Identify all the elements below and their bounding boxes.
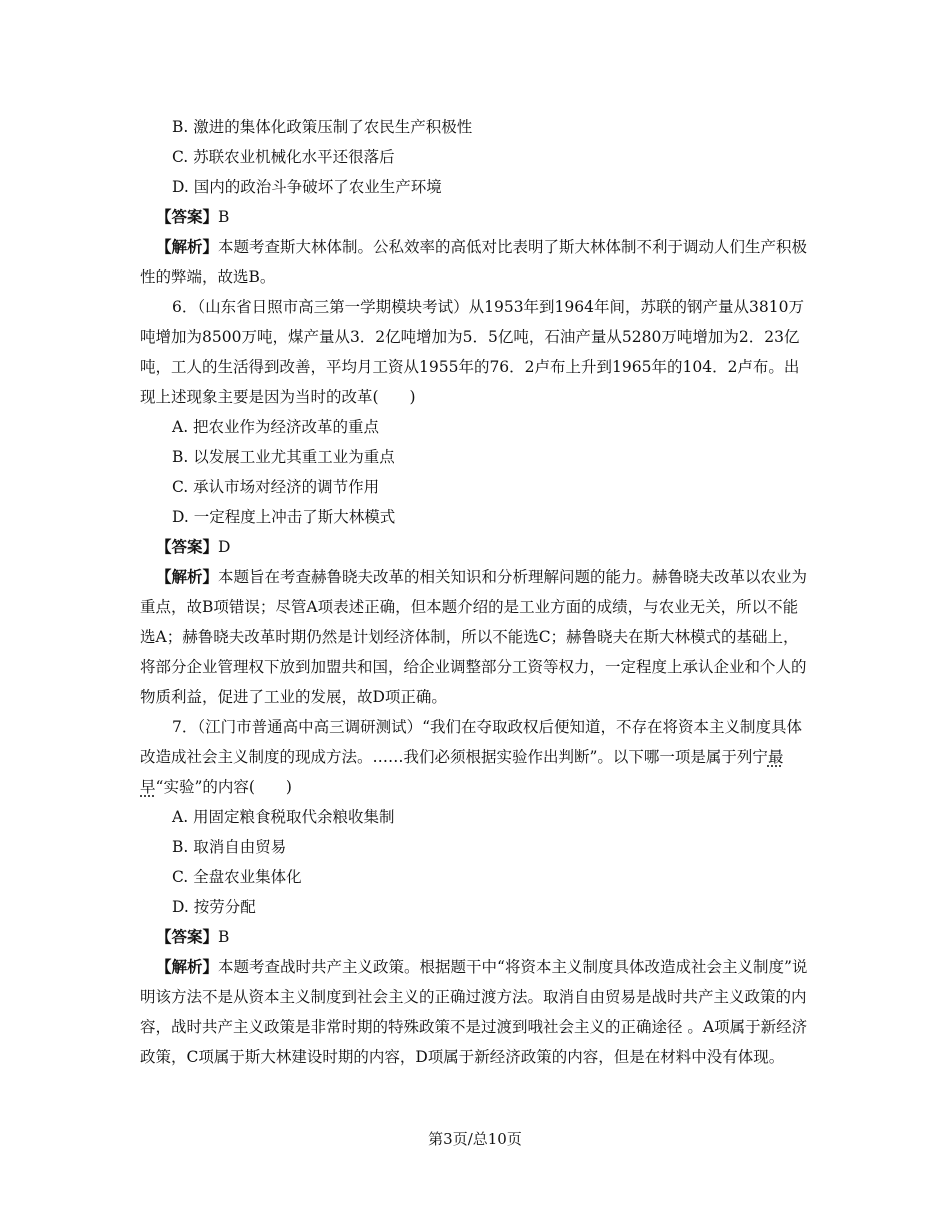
q7-stem bbox=[140, 712, 812, 802]
q6-stem: 6．（山东省日照市高三第一学期模块考试）从1953年到1964年间，苏联的钢产量从3810万吨增加为8500万吨，煤产量从3．2亿吨增加为5．5亿吨，石油产量从5280万吨增加为2．23亿吨，工人的生活得到改善，平均月工资从1955年的76．2卢布上升到1965年的104．2卢布。出现上述现象主要是因为当时的改革( ) bbox=[140, 298, 804, 406]
q7-option-b: B. 取消自由贸易 bbox=[172, 838, 287, 856]
answer-tag: 【答案】 bbox=[156, 207, 219, 226]
q6-option-c: C. 承认市场对经济的调节作用 bbox=[172, 478, 380, 496]
q5-answer bbox=[140, 202, 812, 232]
q5-option-b: B. 激进的集体化政策压制了农民生产积极性 bbox=[172, 118, 473, 136]
q7-analysis bbox=[140, 952, 812, 1072]
q7-option-d: D. 按劳分配 bbox=[172, 898, 256, 916]
q6-answer bbox=[140, 532, 812, 562]
q5-analysis bbox=[140, 232, 812, 292]
q7-stem-emphasis: 最早 bbox=[140, 748, 784, 796]
q7-stem-text: 7．（江门市普通高中高三调研测试）“我们在夺取政权后便知道，不存在将资本主义制度具体改造成社会主义制度的现成方法。……我们必须根据实验作出判断”。以下哪一项是属于列宁 bbox=[140, 718, 803, 766]
answer-value: D bbox=[218, 538, 231, 556]
analysis-tag: 【解析】 bbox=[156, 237, 219, 256]
answer-tag: 【答案】 bbox=[156, 537, 219, 556]
q7-option-c: C. 全盘农业集体化 bbox=[172, 868, 302, 886]
answer-tag: 【答案】 bbox=[156, 927, 219, 946]
q5-option-c: C. 苏联农业机械化水平还很落后 bbox=[172, 148, 395, 166]
q7-option-a: A. 用固定粮食税取代余粮收集制 bbox=[172, 808, 395, 826]
page-footer bbox=[0, 1128, 950, 1149]
q6-option-d: D. 一定程度上冲击了斯大林模式 bbox=[172, 508, 396, 526]
analysis-text: 本题考查战时共产主义政策。根据题干中“将资本主义制度具体改造成社会主义制度”说明该方法不是从资本主义制度到社会主义的正确过渡方法。取消自由贸易是战时共产主义政策的内容，战时共产主义政策是非常时期的特殊政策不是过渡到哦社会主义的正确途径 。A项属于新经济政策，C项属于斯大林建设时期的内容，D项属于新经济政策的内容，但是在材料中没有体现。 bbox=[140, 958, 808, 1066]
analysis-tag: 【解析】 bbox=[156, 957, 219, 976]
answer-value: B bbox=[218, 208, 230, 226]
q5-option-d: D. 国内的政治斗争破坏了农业生产环境 bbox=[172, 178, 442, 196]
q7-answer bbox=[140, 922, 812, 952]
analysis-text: 本题考查斯大林体制。公私效率的高低对比表明了斯大林体制不利于调动人们生产积极性的弊端，故选B。 bbox=[140, 238, 808, 286]
q6-option-a: A. 把农业作为经济改革的重点 bbox=[172, 418, 380, 436]
page-number: 第3页/总10页 bbox=[428, 1130, 522, 1148]
analysis-text: 本题旨在考查赫鲁晓夫改革的相关知识和分析理解问题的能力。赫鲁晓夫改革以农业为重点，故B项错误；尽管A项表述正确，但本题介绍的是工业方面的成绩，与农业无关，所以不能选A；赫鲁晓夫改革时期仍然是计划经济体制，所以不能选C；赫鲁晓夫在斯大林模式的基础上，将部分企业管理权下放到加盟共和国，给企业调整部分工资等权力，一定程度上承认企业和个人的物质利益，促进了工业的发展，故D项正确。 bbox=[140, 568, 808, 706]
analysis-tag: 【解析】 bbox=[156, 567, 219, 586]
q7-stem-tail: “实验”的内容( ) bbox=[155, 778, 292, 796]
q6-option-b: B. 以发展工业尤其重工业为重点 bbox=[172, 448, 395, 466]
q6-analysis bbox=[140, 562, 812, 712]
answer-value: B bbox=[218, 928, 230, 946]
page-content bbox=[140, 112, 812, 1072]
